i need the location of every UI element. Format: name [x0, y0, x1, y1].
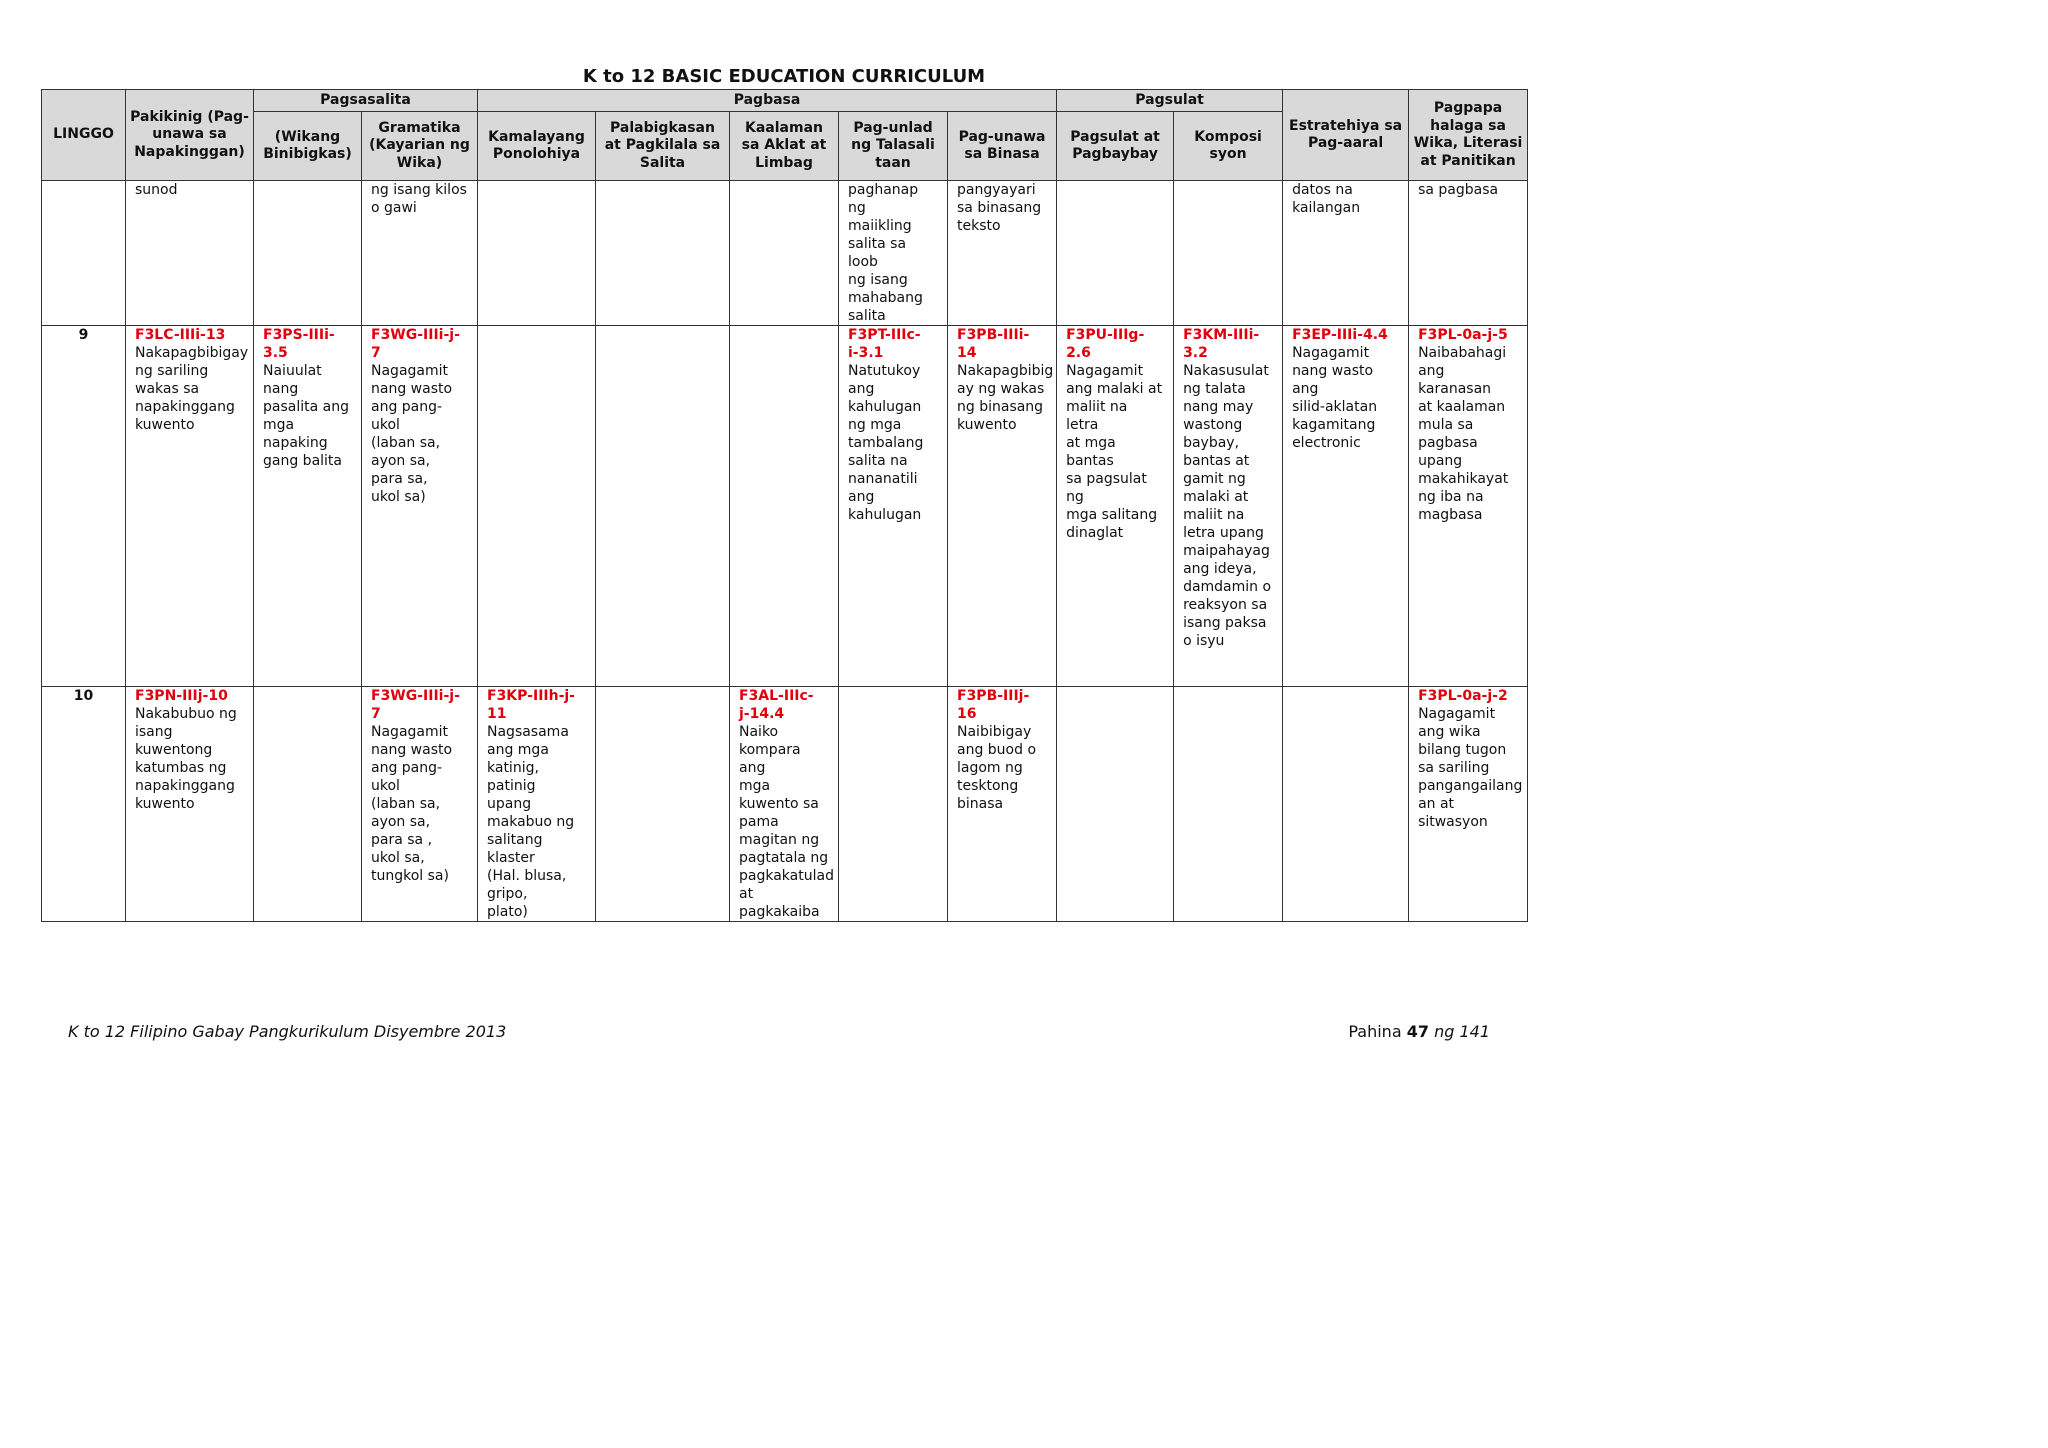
- competency-text: Nagagamit nang wasto ang pang-ukol (laban sa, ayon sa, para sa , ukol sa, tungkol sa): [371, 724, 453, 884]
- competency-cell: [126, 326, 254, 687]
- empty-cell: [254, 687, 362, 922]
- page-prefix: Pahina: [1348, 1022, 1407, 1041]
- empty-cell: [839, 687, 948, 922]
- competency-cell: [730, 687, 839, 922]
- table-row: [42, 326, 1528, 687]
- table-cell: [1174, 181, 1283, 326]
- competency-cell: [1174, 326, 1283, 687]
- competency-code: F3KP-IIIh-j- 11: [487, 688, 575, 722]
- header-pagsasalita: Pagsasalita: [254, 90, 478, 112]
- competency-text: Nagsasama ang mga katinig, patinig upang makabuo ng salitang klaster (Hal. blusa, gripo, plato): [487, 724, 575, 920]
- table-cell: [1057, 181, 1174, 326]
- competency-code: F3PB-IIIj- 16: [957, 688, 1030, 722]
- competency-cell: [362, 326, 478, 687]
- competency-text: Nakasusulat ng talata nang may wastong baybay, bantas at gamit ng malaki at maliit na letra upang maipahayag ang ideya, damdamin o reaksyon sa isang paksa o isyu: [1183, 363, 1272, 649]
- competency-text: Nakapagbibigay ng sariling wakas sa napakinggang kuwento: [135, 345, 249, 433]
- competency-text: Naibabahagi ang karanasan at kaalaman mula sa pagbasa upang makahikayat ng iba na magbasa: [1418, 345, 1509, 523]
- table-cell: sa pagbasa: [1409, 181, 1528, 326]
- table-cell: [730, 181, 839, 326]
- header-pakikinig: Pakikinig (Pag-unawa sa Napakinggan): [126, 90, 254, 181]
- week-cell: 9: [42, 326, 126, 687]
- header-pagbasa: Pagbasa: [478, 90, 1057, 112]
- header-pagunawa: Pag-unawa sa Binasa: [948, 112, 1057, 181]
- page-title: K to 12 BASIC EDUCATION CURRICULUM: [582, 66, 986, 87]
- curriculum-table: [41, 89, 1528, 922]
- competency-code: F3EP-IIIi-4.4: [1292, 327, 1388, 343]
- table-cell: sunod: [126, 181, 254, 326]
- header-palabigkasan: Palabigkasan at Pagkilala sa Salita: [596, 112, 730, 181]
- empty-cell: [1283, 687, 1409, 922]
- header-pagsulat: Pagsulat: [1057, 90, 1283, 112]
- table-cell: [596, 181, 730, 326]
- table-cell: [254, 181, 362, 326]
- competency-text: Natutukoy ang kahulugan ng mga tambalang salita na nananatili ang kahulugan: [848, 363, 924, 523]
- competency-code: F3PN-IIIj-10: [135, 688, 228, 704]
- competency-text: Nakapagbibig ay ng wakas ng binasang kuwento: [957, 363, 1054, 433]
- competency-cell: [839, 326, 948, 687]
- competency-code: F3WG-IIIi-j- 7: [371, 688, 460, 722]
- empty-cell: [596, 687, 730, 922]
- footer-page-number: [1348, 1022, 1490, 1041]
- header-komposisyon: Komposi syon: [1174, 112, 1283, 181]
- competency-cell: [1409, 326, 1528, 687]
- week-cell: 10: [42, 687, 126, 922]
- competency-code: F3PU-IIIg- 2.6: [1066, 327, 1145, 361]
- competency-code: F3PL-0a-j-2: [1418, 688, 1508, 704]
- table-cell: datos na kailangan: [1283, 181, 1409, 326]
- competency-cell: [1409, 687, 1528, 922]
- competency-text: Naiuulat nang pasalita ang mga napaking gang balita: [263, 363, 349, 469]
- competency-code: F3PS-IIIi- 3.5: [263, 327, 335, 361]
- header-linggo: LINGGO: [42, 90, 126, 181]
- empty-cell: [596, 326, 730, 687]
- competency-code: F3WG-IIIi-j- 7: [371, 327, 460, 361]
- header-estratehiya: Estratehiya sa Pag-aaral: [1283, 90, 1409, 181]
- empty-cell: [1174, 687, 1283, 922]
- competency-code: F3KM-IIIi- 3.2: [1183, 327, 1260, 361]
- competency-cell: [126, 687, 254, 922]
- table-cell: ng isang kilos o gawi: [362, 181, 478, 326]
- header-kaalaman: Kaalaman sa Aklat at Limbag: [730, 112, 839, 181]
- footer-document-title: K to 12 Filipino Gabay Pangkurikulum Disyembre 2013: [68, 1022, 507, 1041]
- competency-cell: [254, 326, 362, 687]
- table-cell: [478, 181, 596, 326]
- header-kamalayang: Kamalayang Ponolohiya: [478, 112, 596, 181]
- competency-code: F3AL-IIIc- j-14.4: [739, 688, 814, 722]
- table-cell: paghanap ng maiikling salita sa loob ng isang mahabang salita: [839, 181, 948, 326]
- empty-cell: [1057, 687, 1174, 922]
- table-row: [42, 181, 1528, 326]
- competency-text: Naiko kompara ang mga kuwento sa pama magitan ng pagtatala ng pagkakatulad at pagkakaiba: [739, 724, 834, 920]
- competency-code: F3PL-0a-j-5: [1418, 327, 1508, 343]
- competency-text: Nagagamit ang malaki at maliit na letra at mga bantas sa pagsulat ng mga salitang dinaglat: [1066, 363, 1163, 541]
- competency-text: Nagagamit ang wika bilang tugon sa sariling pangangailang an at sitwasyon: [1418, 706, 1523, 830]
- competency-cell: [948, 687, 1057, 922]
- competency-code: F3PB-IIIi- 14: [957, 327, 1030, 361]
- header-gramatika: Gramatika (Kayarian ng Wika): [362, 112, 478, 181]
- competency-code: F3PT-IIIc- i-3.1: [848, 327, 921, 361]
- competency-text: Nakabubuo ng isang kuwentong katumbas ng napakinggang kuwento: [135, 706, 237, 812]
- competency-cell: [1057, 326, 1174, 687]
- competency-text: Nagagamit nang wasto ang silid-aklatan kagamitang electronic: [1292, 345, 1378, 451]
- competency-cell: [478, 687, 596, 922]
- empty-cell: [478, 326, 596, 687]
- competency-cell: [1283, 326, 1409, 687]
- competency-code: F3LC-IIIi-13: [135, 327, 226, 343]
- empty-cell: [730, 326, 839, 687]
- competency-text: Naibibigay ang buod o lagom ng tesktong binasa: [957, 724, 1037, 812]
- header-wikang: (Wikang Binibigkas): [254, 112, 362, 181]
- page-suffix: ng 141: [1428, 1022, 1490, 1041]
- header-pagpapahalaga: Pagpapa halaga sa Wika, Literasi at Panitikan: [1409, 90, 1528, 181]
- competency-text: Nagagamit nang wasto ang pang-ukol (laban sa, ayon sa, para sa, ukol sa): [371, 363, 453, 505]
- table-row: [42, 687, 1528, 922]
- week-cell: [42, 181, 126, 326]
- competency-cell: [948, 326, 1057, 687]
- page-number: 47: [1406, 1022, 1429, 1041]
- competency-cell: [362, 687, 478, 922]
- table-header: [42, 90, 1528, 181]
- header-pagunlad: Pag-unlad ng Talasali taan: [839, 112, 948, 181]
- table-cell: pangyayari sa binasang teksto: [948, 181, 1057, 326]
- header-pagsulatat: Pagsulat at Pagbaybay: [1057, 112, 1174, 181]
